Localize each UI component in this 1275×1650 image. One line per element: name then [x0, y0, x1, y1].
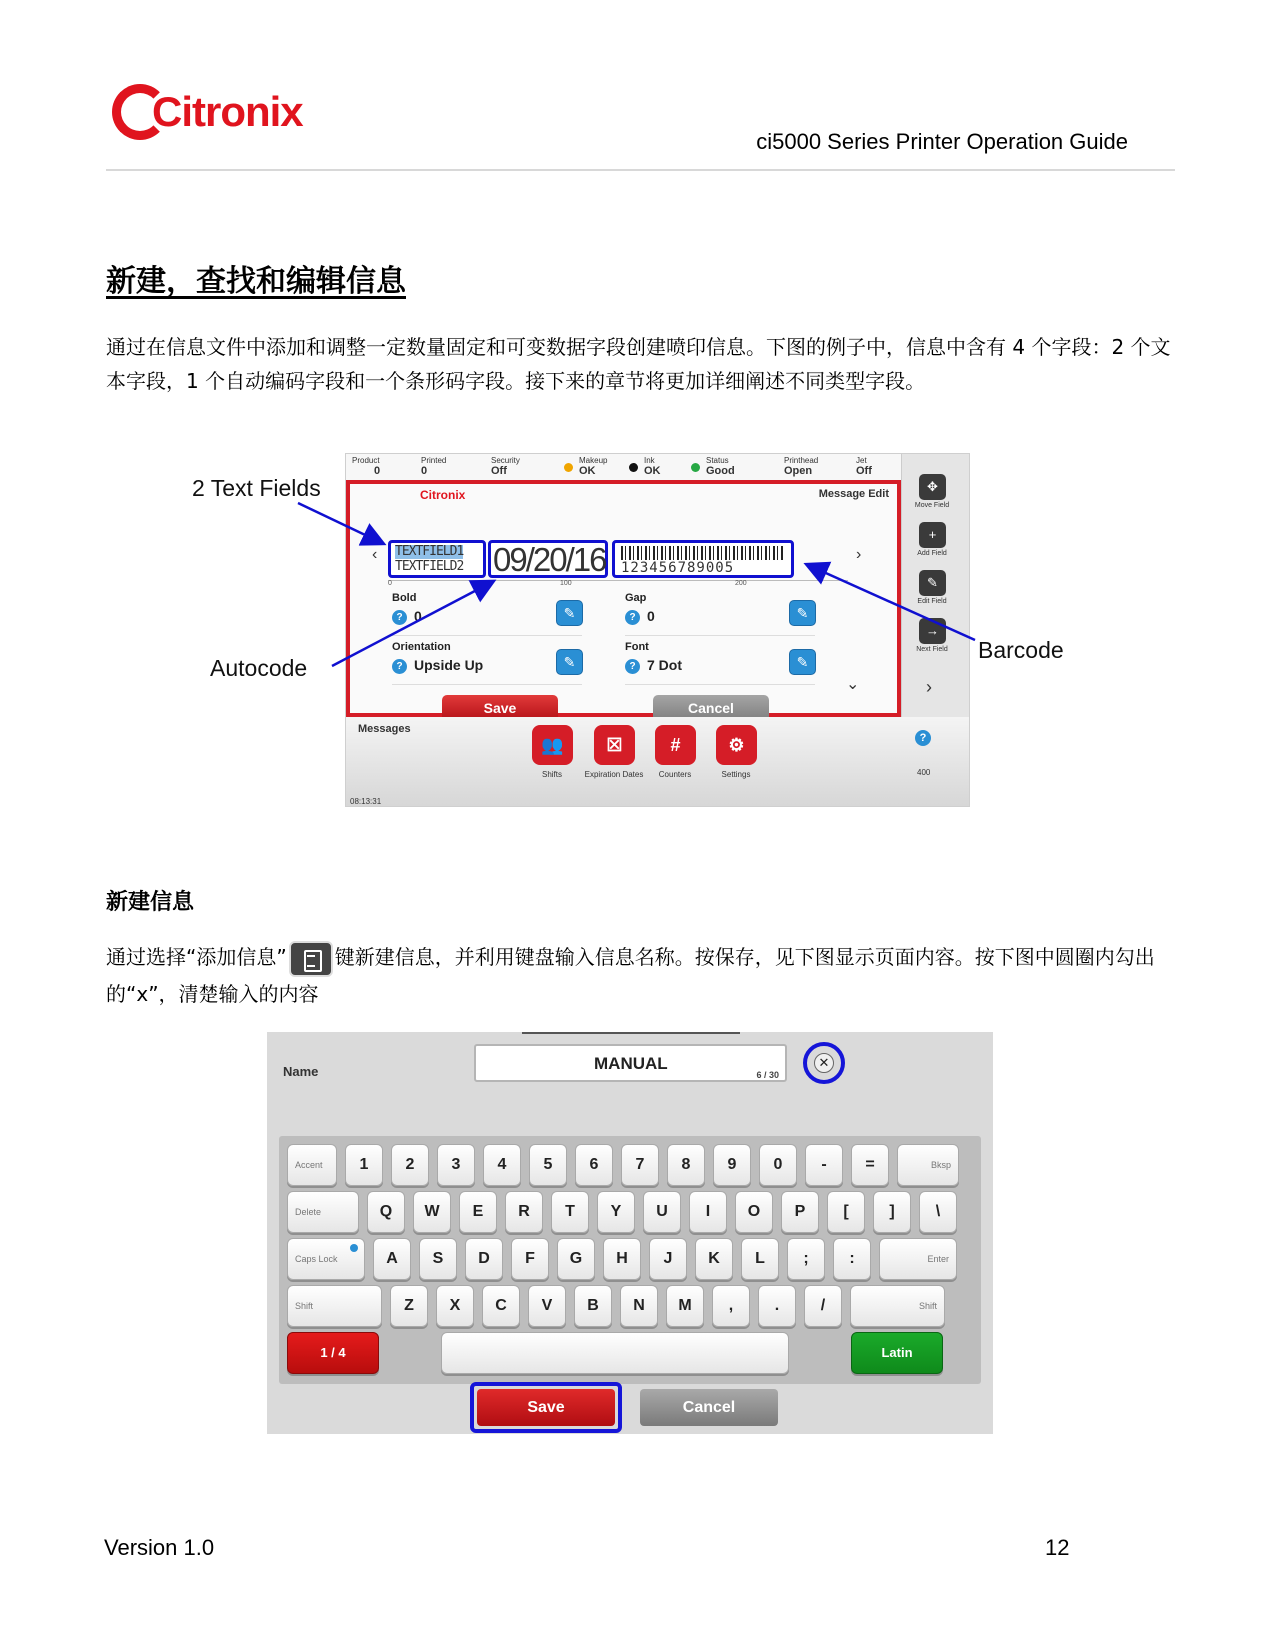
move-field-icon[interactable]: ✥ [919, 474, 946, 500]
add-field-label: Add Field [917, 550, 947, 557]
key-p[interactable]: P [781, 1191, 819, 1233]
next-field-label: Next Field [916, 646, 948, 653]
key-e[interactable]: E [459, 1191, 497, 1233]
edit-field-icon[interactable]: ✎ [919, 570, 946, 596]
page-switch-key[interactable]: 1 / 4 [287, 1332, 379, 1374]
add-message-icon [289, 941, 333, 977]
key-accent[interactable]: Accent [287, 1144, 337, 1186]
expiration-dates-label: Expiration Dates [584, 770, 644, 779]
counters-icon[interactable]: # [655, 725, 696, 765]
key--[interactable]: - [805, 1144, 843, 1186]
intro-paragraph: 通过在信息文件中添加和调整一定数量固定和可变数据字段创建喷印信息。下图的例子中，信息中含有 4 个字段：2 个文本字段，1 个自动编码字段和一个条形码字段。接下来的章节将更加详细阐述不同类型字段。 [106, 335, 1171, 393]
arrow-barcode [808, 565, 975, 640]
add-field-icon[interactable]: + [919, 522, 946, 548]
key-t[interactable]: T [551, 1191, 589, 1233]
key-f[interactable]: F [511, 1238, 549, 1280]
key-.[interactable]: . [758, 1285, 796, 1327]
edit-pencil-icon[interactable]: ✎ [789, 649, 816, 675]
key-c[interactable]: C [482, 1285, 520, 1327]
settings-icon[interactable]: ⚙ [716, 725, 757, 765]
key-caps-lock[interactable]: Caps Lock [287, 1238, 365, 1280]
key-bksp[interactable]: Bksp [897, 1144, 959, 1186]
next-arrow-icon[interactable]: › [856, 546, 862, 563]
key-:[interactable]: : [833, 1238, 871, 1280]
help-icon[interactable]: ? [625, 610, 640, 625]
caps-lock-indicator [350, 1244, 358, 1252]
key-x[interactable]: X [436, 1285, 474, 1327]
arrow-text-fields [298, 503, 382, 543]
key-k[interactable]: K [695, 1238, 733, 1280]
clear-highlight-ring [803, 1042, 845, 1084]
prop-gap-value: 0 [647, 608, 655, 624]
prop-orientation-label: Orientation [392, 641, 451, 653]
key-enter[interactable]: Enter [879, 1238, 957, 1280]
help-icon[interactable]: ? [392, 659, 407, 674]
prop-bold-value: 0 [414, 608, 422, 624]
text-field-2[interactable]: TEXTFIELD2 [395, 559, 464, 574]
key-2[interactable]: 2 [391, 1144, 429, 1186]
key-r[interactable]: R [505, 1191, 543, 1233]
help-icon[interactable]: ? [915, 730, 931, 746]
shifts-label: Shifts [541, 770, 562, 779]
prop-gap-label: Gap [625, 592, 647, 604]
key-z[interactable]: Z [390, 1285, 428, 1327]
key-8[interactable]: 8 [667, 1144, 705, 1186]
annotation-barcode: Barcode [978, 637, 1064, 663]
key-6[interactable]: 6 [575, 1144, 613, 1186]
panel-brand: Citronix [420, 488, 466, 502]
key-h[interactable]: H [603, 1238, 641, 1280]
space-key[interactable] [441, 1332, 789, 1374]
key-7[interactable]: 7 [621, 1144, 659, 1186]
prop-bold-label: Bold [392, 592, 417, 604]
edit-pencil-icon[interactable]: ✎ [556, 649, 583, 675]
key-4[interactable]: 4 [483, 1144, 521, 1186]
panel-title: Message Edit [818, 488, 889, 500]
status-product: Product 0 [352, 456, 381, 477]
key-n[interactable]: N [620, 1285, 658, 1327]
paragraph-part-1: 通过选择“添加信息” [106, 945, 287, 969]
language-key[interactable]: Latin [851, 1332, 943, 1374]
barcode-digits: 123456789005 [621, 560, 735, 576]
key-l[interactable]: L [741, 1238, 779, 1280]
key-w[interactable]: W [413, 1191, 451, 1233]
prop-font-value: 7 Dot [647, 657, 682, 673]
guide-title: ci5000 Series Printer Operation Guide [756, 129, 1128, 154]
status-printed: Printed 0 [421, 456, 447, 477]
autocode-value: 09/20/16 [493, 541, 606, 578]
name-input-value: MANUAL [594, 1054, 668, 1073]
logo-text: Citronix [152, 88, 303, 135]
prev-arrow-icon[interactable]: ‹ [372, 546, 378, 563]
key-i[interactable]: I [689, 1191, 727, 1233]
status-makeup: Makeup OK [579, 456, 608, 477]
name-input[interactable] [474, 1044, 787, 1082]
key-u[interactable]: U [643, 1191, 681, 1233]
footer-version: Version 1.0 [104, 1535, 215, 1560]
keyboard-screenshot [267, 1032, 993, 1434]
settings-label: Settings [721, 770, 751, 779]
key-g[interactable]: G [557, 1238, 595, 1280]
move-field-label: Move Field [914, 502, 950, 509]
new-message-paragraph [106, 940, 1176, 1011]
name-top-line [522, 1032, 740, 1034]
key-1[interactable]: 1 [345, 1144, 383, 1186]
key-a[interactable]: A [373, 1238, 411, 1280]
prop-orientation-value: Upside Up [414, 657, 484, 673]
expiration-dates-icon[interactable]: ☒ [594, 725, 635, 765]
help-icon[interactable]: ? [625, 659, 640, 674]
clear-icon[interactable]: ✕ [814, 1053, 834, 1073]
key-][interactable]: ] [873, 1191, 911, 1233]
char-counter: 6 / 30 [756, 1070, 779, 1080]
key-,[interactable]: , [712, 1285, 750, 1327]
save-button[interactable]: Save [442, 695, 558, 722]
key-o[interactable]: O [735, 1191, 773, 1233]
cancel-button[interactable]: Cancel [653, 695, 769, 722]
key-delete[interactable]: Delete [287, 1191, 359, 1233]
key-v[interactable]: V [528, 1285, 566, 1327]
annotation-autocode: Autocode [210, 655, 308, 681]
key-/[interactable]: / [804, 1285, 842, 1327]
chevron-down-icon[interactable]: ⌄ [846, 676, 860, 693]
edit-pencil-icon[interactable]: ✎ [789, 600, 816, 626]
key-d[interactable]: D [465, 1238, 503, 1280]
cancel-button[interactable]: Cancel [640, 1389, 778, 1426]
name-label: Name [283, 1064, 319, 1079]
edit-field-label: Edit Field [917, 598, 947, 605]
key-;[interactable]: ; [787, 1238, 825, 1280]
status-ink: Ink OK [644, 456, 661, 477]
key-=[interactable]: = [851, 1144, 889, 1186]
messages-title: Messages [358, 723, 411, 735]
key-b[interactable]: B [574, 1285, 612, 1327]
bottom-count: 400 [917, 768, 931, 777]
ruler-mark-100: 100 [560, 580, 572, 587]
help-icon[interactable]: ? [392, 610, 407, 625]
status-security: Security Off [491, 456, 520, 477]
shifts-icon[interactable]: 👥 [532, 725, 573, 765]
key-y[interactable]: Y [597, 1191, 635, 1233]
arrow-autocode [332, 582, 492, 666]
next-field-icon[interactable]: → [919, 618, 946, 644]
edit-pencil-icon[interactable]: ✎ [556, 600, 583, 626]
subsection-title: 新建信息 [106, 890, 195, 915]
ruler-mark-0: 0 [388, 580, 392, 587]
on-screen-keyboard [279, 1136, 981, 1384]
key-shift[interactable]: Shift [850, 1285, 945, 1327]
key-5[interactable]: 5 [529, 1144, 567, 1186]
status-printhead: Printhead Open [784, 456, 819, 477]
text-field-1[interactable]: TEXTFIELD1 [395, 544, 464, 559]
key-shift[interactable]: Shift [287, 1285, 382, 1327]
key-9[interactable]: 9 [713, 1144, 751, 1186]
prop-font-label: Font [625, 641, 649, 653]
key-0[interactable]: 0 [759, 1144, 797, 1186]
chevron-right-icon[interactable]: › [926, 677, 932, 697]
key-m[interactable]: M [666, 1285, 704, 1327]
key-q[interactable]: Q [367, 1191, 405, 1233]
key-s[interactable]: S [419, 1238, 457, 1280]
counters-label: Counters [658, 770, 692, 779]
status-status: Status Good [706, 456, 735, 477]
key-j[interactable]: J [649, 1238, 687, 1280]
paragraph-part-2: 键新建信息，并利用键盘输入信息名称。按保存，见下图显示页面内容。按下图中圆圈内勾出的“x”，清楚输入的内容 [106, 945, 1155, 1006]
ruler-mark-200: 200 [735, 580, 747, 587]
key-[[interactable]: [ [827, 1191, 865, 1233]
status-jet: Jet Off [856, 456, 872, 477]
clock: 08:13:31 [350, 797, 382, 806]
save-button[interactable]: Save [477, 1389, 615, 1426]
page-number: 12 [1045, 1535, 1070, 1560]
annotation-text-fields: 2 Text Fields [192, 475, 321, 501]
key-3[interactable]: 3 [437, 1144, 475, 1186]
section-title: 新建，查找和编辑信息 [106, 264, 406, 299]
key-\[interactable]: \ [919, 1191, 957, 1233]
